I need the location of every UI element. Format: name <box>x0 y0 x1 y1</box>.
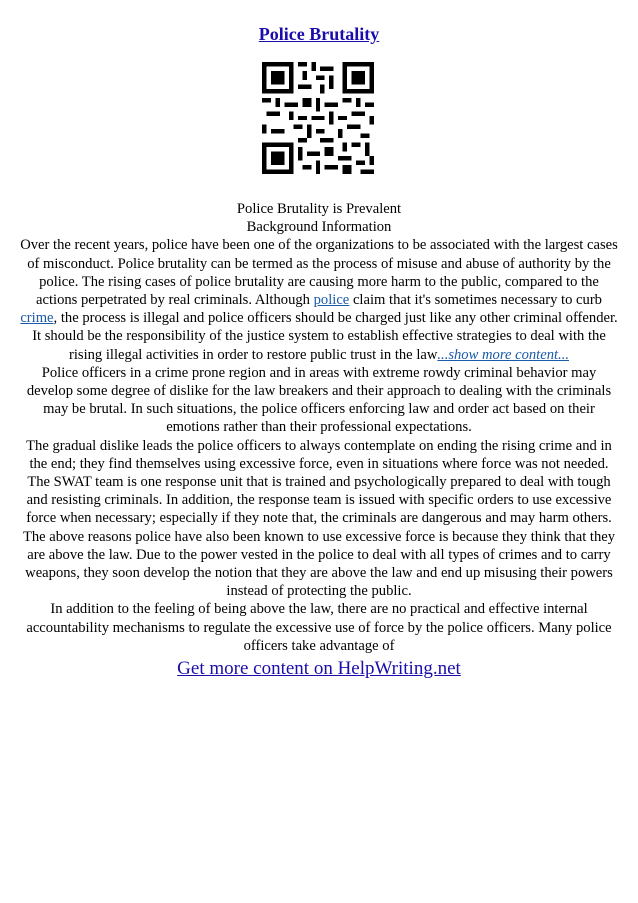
paragraph-1-part-c: , the process is illegal and police officers should be charged just like any other criminal offender. It should be the responsibility of the justice system to establish effective strategies to deal with the rising illegal activities in order to restore public trust in the law <box>32 310 618 363</box>
crime-link[interactable]: crime <box>20 310 54 327</box>
document-title <box>0 24 638 45</box>
paragraph-2: Police officers in a crime prone region and in areas with extreme rowdy criminal behavior may develop some degree of dislike for the law breakers and their approach to dealing with the criminals may be brutal. In such situations, the police officers enforcing law and order act based on their emotions rather than their professional expectations. <box>26 364 612 436</box>
paragraph-4: The above reasons police have also been known to use excessive force is because they think that they are above the law. Due to the power vested in the police to deal with all types of crimes and to carry weapons, they soon develop the notion that they are above the law and end up misusing their powers instead of protecting the public. <box>22 528 616 600</box>
paragraph-1-part-a: Over the recent years, police have been one of the organizations to be associated with the largest cases of misconduct. Police brutality can be termed as the process of misuse and abuse of authority by the police. The rising cases of police brutality are causing more harm to the public, compared to the actions perpetrated by real criminals. Although <box>20 237 618 309</box>
paragraph-5: In addition to the feeling of being above the law, there are no practical and effective internal accountability mechanisms to regulate the excessive use of force by the police officers. Many police officers take advantage of <box>26 601 612 654</box>
paragraph-1-part-b: claim that it's sometimes necessary to curb <box>349 292 602 309</box>
document-body <box>20 200 618 655</box>
police-link[interactable]: police <box>313 292 350 309</box>
get-more-content-link[interactable]: Get more content on HelpWriting.net <box>177 658 461 679</box>
section-heading: Police Brutality is Prevalent <box>236 201 402 217</box>
paragraph-1 <box>20 236 618 363</box>
show-more-link[interactable]: ...show more content... <box>437 346 569 363</box>
paragraph-3: The gradual dislike leads the police officers to always contemplate on ending the rising crime and in the end; they find themselves using excessive force, even in situations where force was not needed. The SWAT team is one response unit that is trained and psychologically prepared to deal with tough and resisting criminals. In addition, the response team is issued with specific orders to use excessive force when necessary; especially if they note that, the criminals are dangerous and may harm others. <box>26 437 612 527</box>
title-link[interactable]: Police Brutality <box>258 24 380 44</box>
section-subheading: Background Information <box>246 219 392 236</box>
footer <box>0 658 638 680</box>
qr-code-icon <box>262 62 374 174</box>
